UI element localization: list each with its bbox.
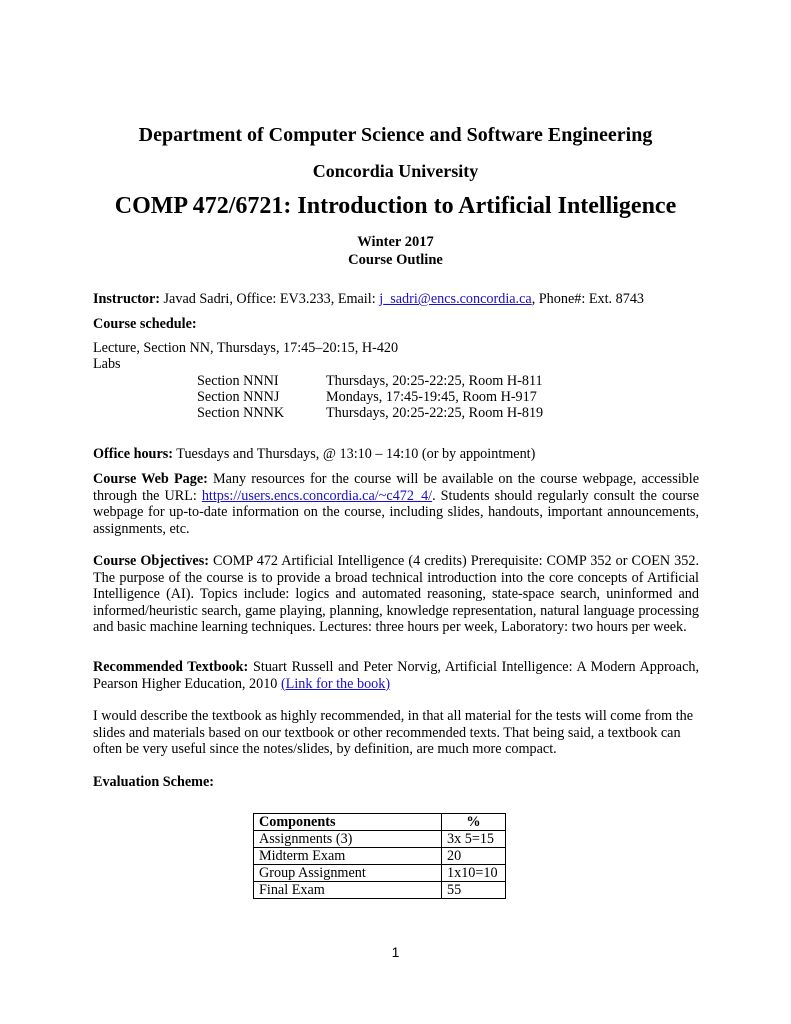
- lecture-line: Lecture, Section NN, Thursdays, 17:45–20:15, H-420: [93, 340, 399, 356]
- instructor-line: [93, 291, 644, 308]
- instructor-details: Javad Sadri, Office: EV3.233, Email:: [159, 291, 380, 307]
- page-number: 1: [391, 944, 400, 960]
- web-page-paragraph: Course Web Page: Many resources for the course will be available on the course webpage, accessible through the URL: https://users.encs.concordia.ca/~c472_4/. Students should regularly consult the course webpage for up-to-date information on the course, including slides, handouts, important announcements, assignments, etc.: [93, 471, 699, 537]
- table-row: [254, 831, 506, 848]
- lab-time: Thursdays, 20:25-22:25, Room H-811: [326, 373, 543, 389]
- table-cell: 3x 5=15: [442, 831, 506, 848]
- instructor-label: Instructor:: [93, 291, 160, 307]
- university-heading: Concordia University: [312, 161, 479, 181]
- table-header-cell: Components: [254, 814, 442, 831]
- office-hours-text: Tuesdays and Thursdays, @ 13:10 – 14:10 (or by appointment): [173, 446, 536, 462]
- schedule-heading: Course schedule:: [93, 316, 197, 332]
- lab-time: Thursdays, 20:25-22:25, Room H-819: [326, 405, 544, 421]
- table-row: [254, 848, 506, 865]
- web-page-label: Course Web Page:: [93, 471, 208, 487]
- table-cell: 55: [442, 882, 506, 899]
- evaluation-table: [253, 813, 506, 899]
- instructor-phone: , Phone#: Ext. 8743: [531, 291, 645, 307]
- table-header-row: [254, 814, 506, 831]
- term-label: Winter 2017: [357, 234, 434, 250]
- table-row: [254, 882, 506, 899]
- objectives-paragraph: Course Objectives: COMP 472 Artificial Intelligence (4 credits) Prerequisite: COMP 352 or COEN 352. The purpose of the course is to provide a broad technical introduction into the core concepts of Artificial Intelligence (AI). Topics include: logics and automated reasoning, state-space search, uninformed and informed/heuristic search, game playing, planning, knowledge representation, natural language processing and basic machine learning techniques. Lectures: three hours per week, Laboratory: two hours per week.: [93, 553, 699, 636]
- lab-time: Mondays, 17:45-19:45, Room H-917: [326, 389, 537, 405]
- labs-label: Labs: [93, 356, 121, 372]
- lab-section: Section NNNK: [197, 405, 285, 421]
- table-cell: Assignments (3): [254, 831, 442, 848]
- instructor-email-link[interactable]: j_sadri@encs.concordia.ca: [379, 291, 532, 307]
- table-header-cell: %: [442, 814, 506, 831]
- table-cell: Midterm Exam: [254, 848, 442, 865]
- department-heading: Department of Computer Science and Software Engineering: [138, 124, 653, 146]
- lab-section: Section NNNI: [197, 373, 279, 389]
- course-url-link[interactable]: https://users.encs.concordia.ca/~c472_4/: [201, 487, 433, 504]
- course-title: COMP 472/6721: Introduction to Artificial Intelligence: [114, 193, 677, 219]
- doc-type-label: Course Outline: [348, 252, 443, 268]
- table-cell: 1x10=10: [442, 865, 506, 882]
- lab-section: Section NNNJ: [197, 389, 280, 405]
- table-row: [254, 865, 506, 882]
- table-cell: Final Exam: [254, 882, 442, 899]
- table-cell: 20: [442, 848, 506, 865]
- book-link[interactable]: (Link for the book): [280, 675, 391, 692]
- textbook-note: I would describe the textbook as highly recommended, in that all material for the tests will come from the slides and materials based on our textbook or other recommended texts. That being said, a textbook can often be very useful since the notes/slides, by definition, are much more compact.: [93, 708, 694, 758]
- textbook-paragraph: Recommended Textbook: Stuart Russell and Peter Norvig, Artificial Intelligence: A Modern Approach, Pearson Higher Education, 2010 (Link for the book): [93, 659, 700, 692]
- office-hours-line: [93, 446, 535, 463]
- office-hours-label: Office hours:: [93, 446, 173, 462]
- evaluation-heading: Evaluation Scheme:: [93, 774, 214, 790]
- table-cell: Group Assignment: [254, 865, 442, 882]
- objectives-label: Course Objectives:: [93, 553, 209, 569]
- textbook-label: Recommended Textbook:: [93, 659, 249, 675]
